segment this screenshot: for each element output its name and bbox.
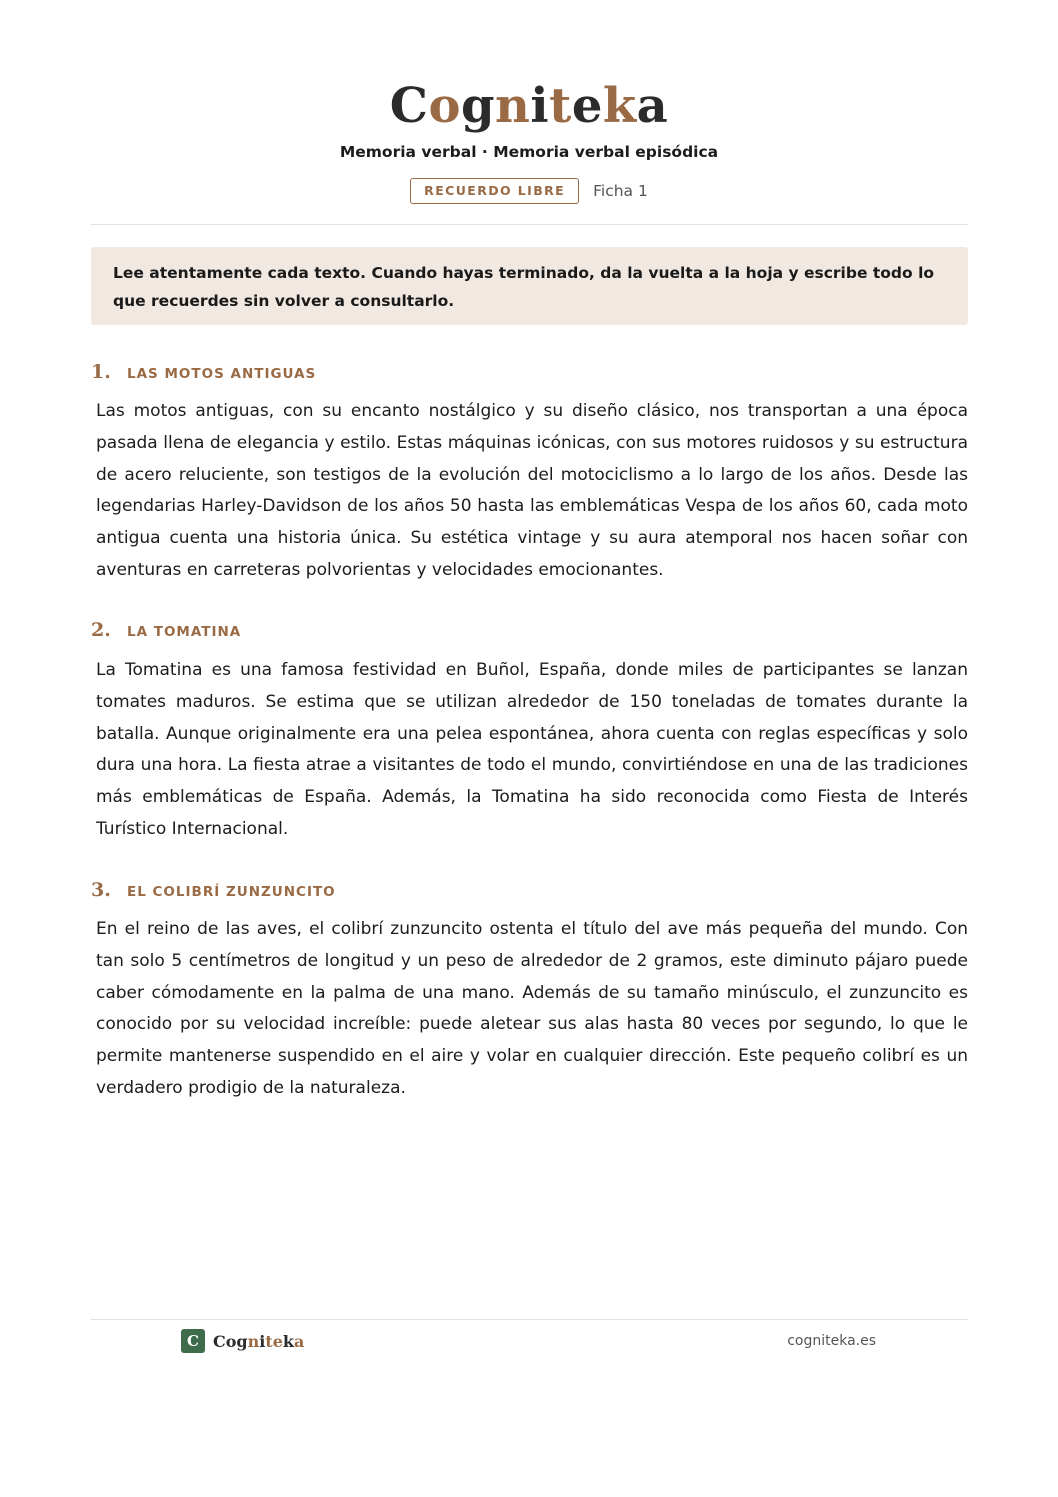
- page-subtitle: Memoria verbal · Memoria verbal episódica: [339, 143, 719, 161]
- section-number: 1.: [91, 361, 111, 383]
- footer-logo: [181, 1329, 304, 1353]
- section-title: EL COLIBRÍ ZUNZUNCITO: [127, 884, 336, 900]
- logo-letter: n: [495, 78, 531, 134]
- logo-letter: k: [282, 1331, 294, 1351]
- section-number: 3.: [91, 879, 111, 901]
- logo-letter: Cog: [213, 1331, 248, 1351]
- logo-mark-icon: C: [181, 1329, 205, 1353]
- section-text: La Tomatina es una famosa festividad en Buñol, España, donde miles de participantes se lanzan tomates maduros. Se estima que se utilizan alrededor de 150 toneladas de tomates durante la batalla. Aunque originalmente era una pelea espontánea, ahora cuenta con reglas específicas y solo dura una hora. La fiesta atrae a visitantes de todo el mundo, convirtiéndose en una de las tradiciones más emblemáticas de España. Además, la Tomatina ha sido reconocida como Fiesta de Interés Turístico Internacional.: [96, 660, 968, 839]
- section-title: LA TOMATINA: [127, 624, 242, 640]
- logo-letter: te: [265, 1331, 283, 1351]
- instructions-box: Lee atentamente cada texto. Cuando hayas terminado, da la vuelta a la hoja y escribe todo lo que recuerdes sin volver a consultarlo.: [91, 247, 968, 325]
- logo-letter: a: [293, 1331, 305, 1351]
- sheet-meta: [0, 178, 1058, 204]
- logo-letter: e: [571, 78, 603, 134]
- footer-url: cogniteka.es: [787, 1333, 876, 1349]
- brand-logo: [0, 76, 1058, 136]
- section-heading: [91, 619, 241, 641]
- section-text: En el reino de las aves, el colibrí zunzuncito ostenta el título del ave más pequeña del mundo. Con tan solo 5 centímetros de longitud y un peso de alrededor de 2 gramos, este diminuto pájaro puede caber cómodamente en la palma de una mano. Además de su tamaño minúsculo, el zunzuncito es conocido por su velocidad increíble: puede aletear sus alas hasta 80 veces por segundo, lo que le permite mantenerse suspendido en el aire y volar en cualquier dirección. Este pequeño colibrí es un verdadero prodigio de la naturaleza.: [96, 919, 968, 1098]
- logo-letter: g: [460, 78, 496, 134]
- logo-letter: n: [247, 1331, 260, 1351]
- logo-letter: o: [428, 78, 461, 134]
- logo-letter: i: [259, 1331, 266, 1351]
- logo-letter: k: [602, 78, 637, 134]
- sheet-number: Ficha 1: [593, 182, 648, 200]
- section-heading: [91, 879, 336, 901]
- section-title: LAS MOTOS ANTIGUAS: [127, 366, 317, 382]
- section-number: 2.: [91, 619, 111, 641]
- footer-brand-name: [213, 1332, 304, 1351]
- logo-letter: a: [636, 78, 669, 134]
- exercise-type-badge: RECUERDO LIBRE: [410, 178, 579, 204]
- logo-letter: i: [530, 78, 550, 134]
- section-text: Las motos antiguas, con su encanto nostálgico y su diseño clásico, nos transportan a una época pasada llena de elegancia y estilo. Estas máquinas icónicas, con sus motores ruidosos y su estructura de acero reluciente, son testigos de la evolución del motociclismo a lo largo de los años. Desde las legendarias Harley-Davidson de los años 50 hasta las emblemáticas Vespa de los años 60, cada moto antigua cuenta una historia única. Su estética vintage y su aura atemporal nos hacen soñar con aventuras en carreteras polvorientas y velocidades emocionantes.: [96, 401, 968, 580]
- logo-letter: t: [549, 78, 572, 134]
- footer-divider: [91, 1319, 968, 1320]
- header-divider: [91, 224, 968, 225]
- section-heading: [91, 361, 316, 383]
- logo-letter: C: [389, 78, 429, 134]
